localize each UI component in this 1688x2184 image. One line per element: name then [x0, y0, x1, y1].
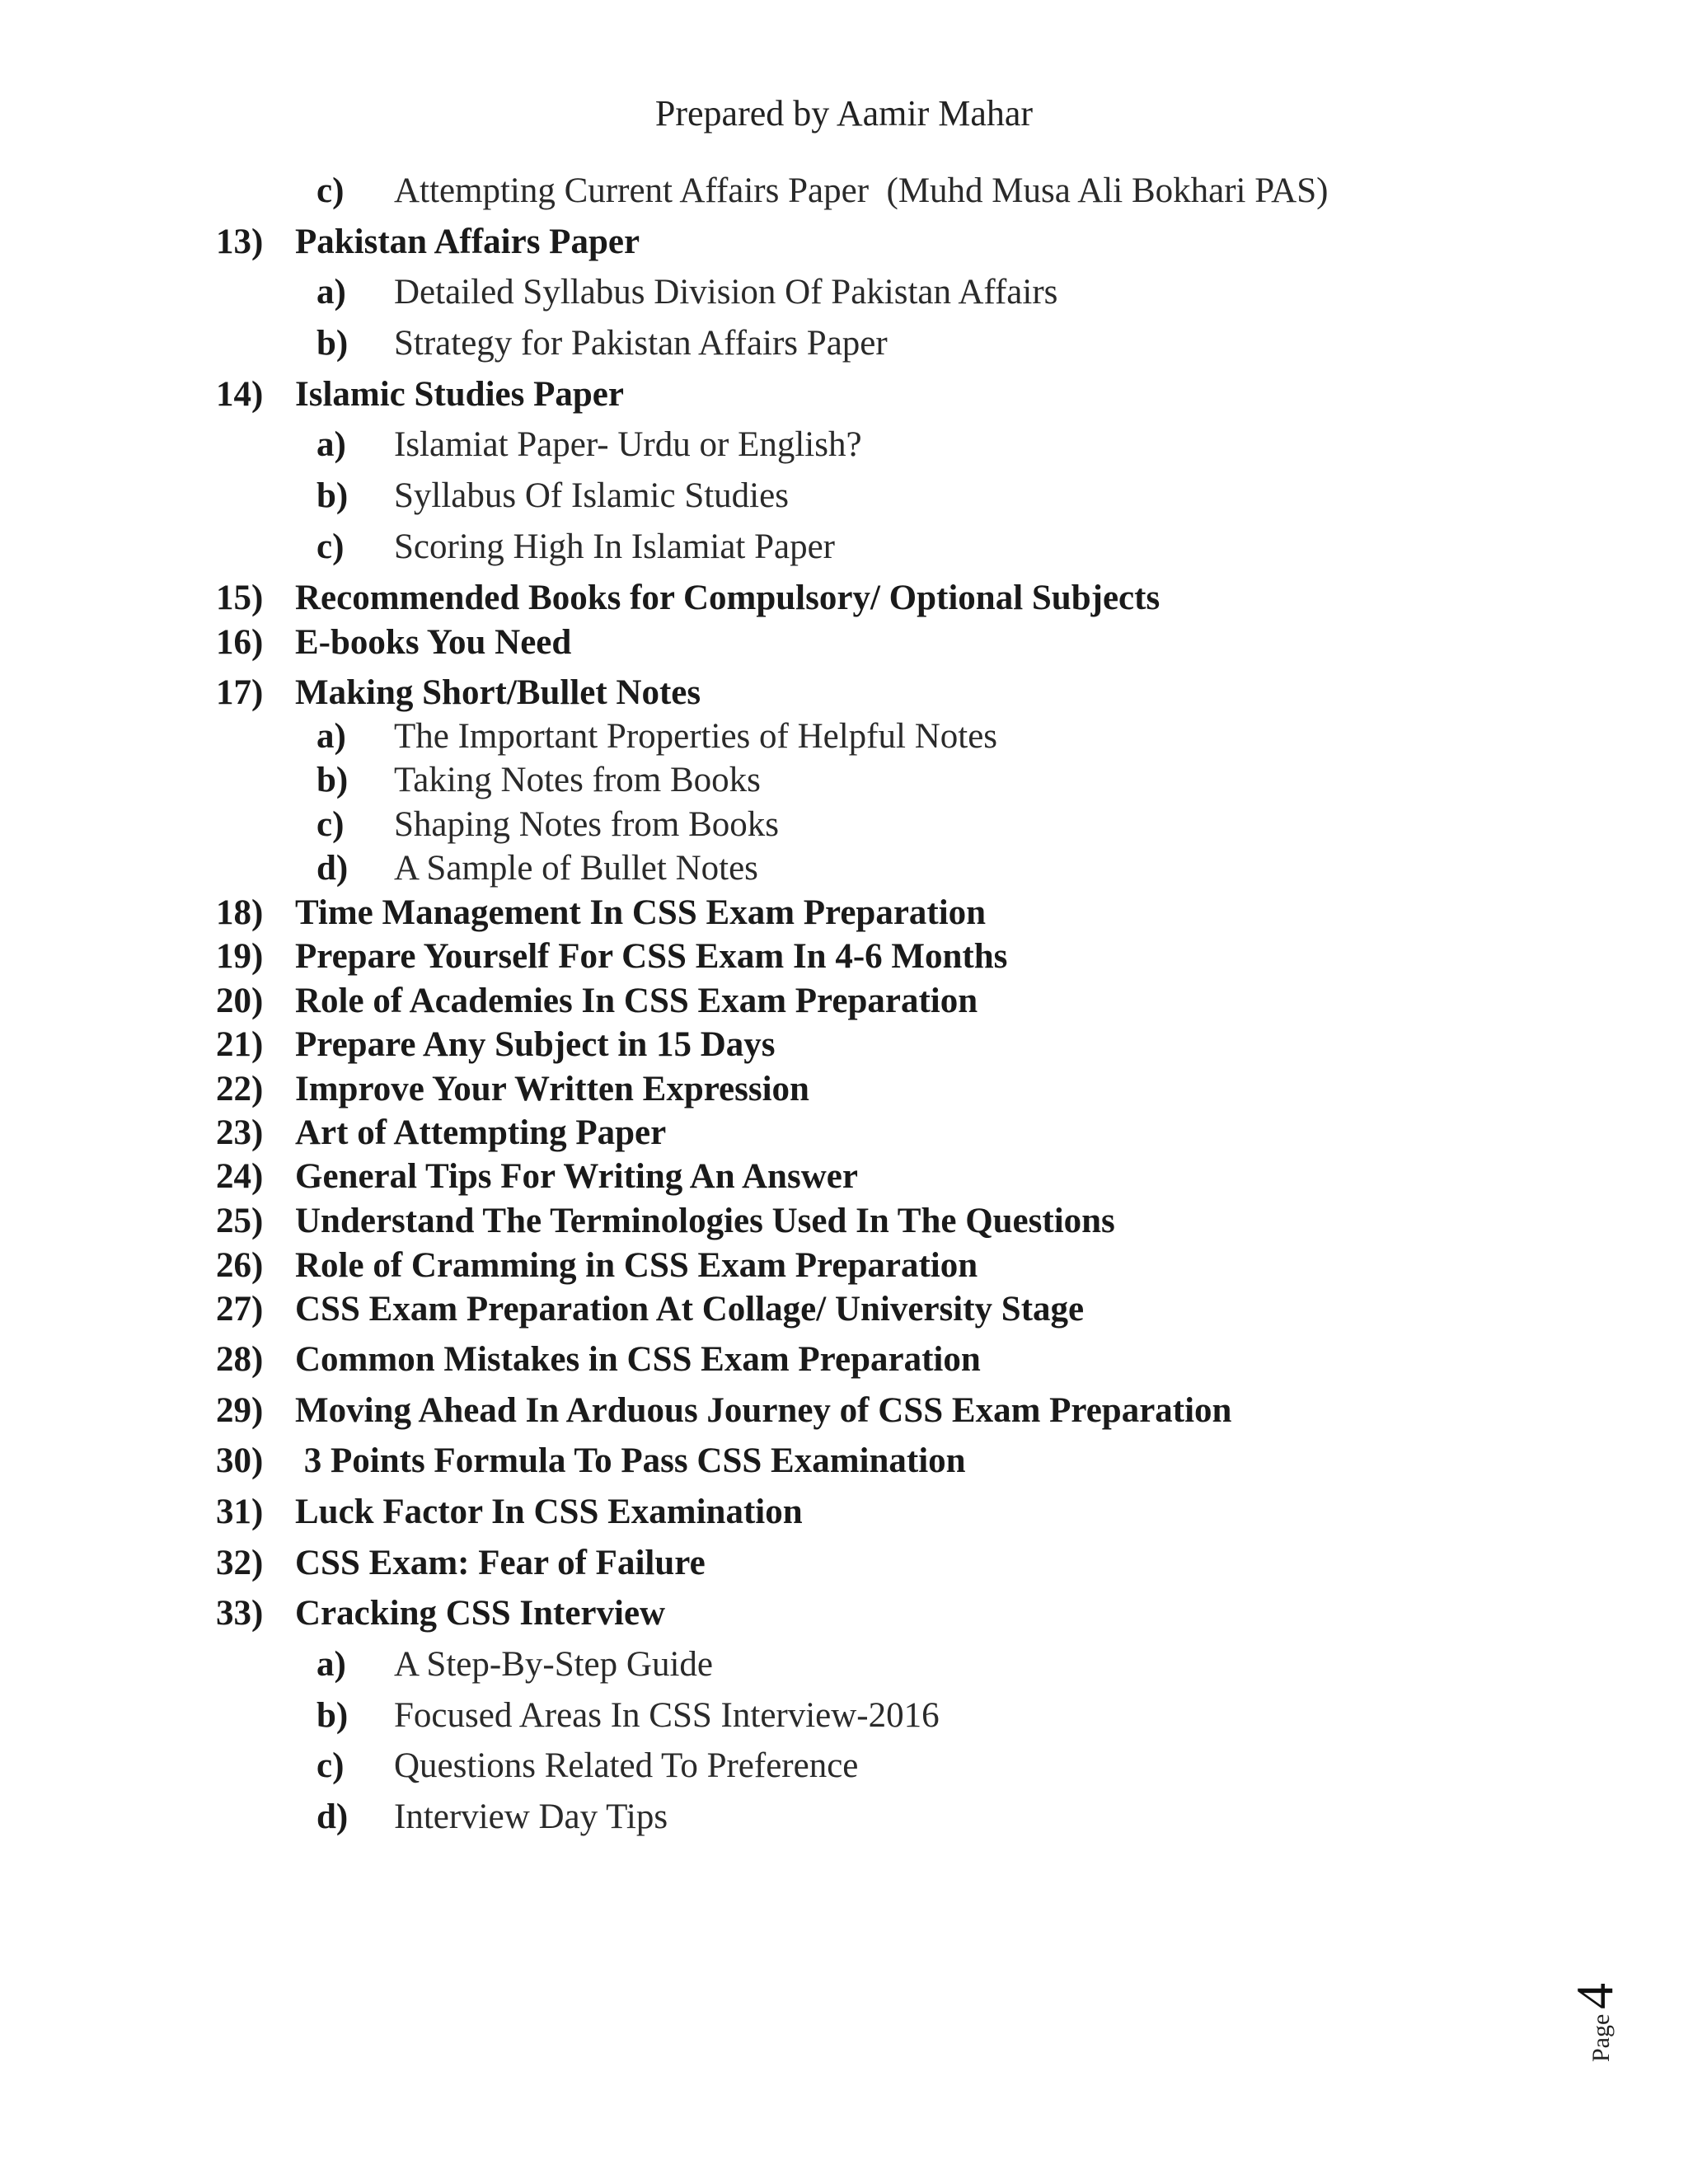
- toc-subitem-letter: a): [316, 1645, 346, 1684]
- toc-subitem-letter: c): [316, 171, 345, 210]
- toc-item-number: 23): [216, 1113, 264, 1152]
- toc-item-title: Cracking CSS Interview: [295, 1594, 666, 1633]
- toc-item-title: Moving Ahead In Arduous Journey of CSS Exam Preparation: [295, 1391, 1232, 1430]
- toc-subitem-title: Strategy for Pakistan Affairs Paper: [394, 324, 888, 363]
- toc-item-number: 15): [216, 579, 264, 617]
- toc-subitem-letter: c): [316, 527, 345, 566]
- toc-item-title: Pakistan Affairs Paper: [295, 223, 640, 261]
- toc-item-number: 33): [216, 1594, 264, 1633]
- toc-item-title: Improve Your Written Expression: [295, 1070, 809, 1108]
- toc-item-number: 25): [216, 1202, 264, 1240]
- toc-item-title: Recommended Books for Compulsory/ Optional Subjects: [295, 579, 1160, 617]
- toc-item-number: 27): [216, 1290, 264, 1329]
- toc-item-title: Islamic Studies Paper: [295, 375, 624, 414]
- toc-subitem-title: Syllabus Of Islamic Studies: [394, 476, 789, 515]
- toc-item-title: Prepare Any Subject in 15 Days: [295, 1025, 776, 1064]
- toc-item-title: E-books You Need: [295, 623, 572, 662]
- toc-item-number: 20): [216, 982, 264, 1020]
- toc-subitem-title: Detailed Syllabus Division Of Pakistan Affairs: [394, 273, 1058, 312]
- toc-subitem-letter: a): [316, 717, 346, 756]
- toc-subitem-title: Questions Related To Preference: [394, 1746, 859, 1785]
- toc-subitem-title: Taking Notes from Books: [394, 761, 761, 799]
- toc-subitem-title: Attempting Current Affairs Paper (Muhd Musa Ali Bokhari PAS): [394, 171, 1329, 210]
- page-number-marker: [1540, 1983, 1663, 2062]
- toc-item-number: 32): [216, 1544, 264, 1582]
- toc-subitem-title: Interview Day Tips: [394, 1797, 668, 1836]
- toc-item-number: 31): [216, 1493, 264, 1531]
- toc-subitem-title: Focused Areas In CSS Interview-2016: [394, 1696, 940, 1735]
- page-word: Page: [1587, 2013, 1615, 2062]
- toc-subitem-letter: a): [316, 425, 346, 464]
- toc-subitem-letter: b): [316, 761, 349, 799]
- toc-subitem-letter: c): [316, 1746, 345, 1785]
- toc-item-number: 29): [216, 1391, 264, 1430]
- toc-item-title: Understand The Terminologies Used In The Questions: [295, 1202, 1115, 1240]
- toc-subitem-title: The Important Properties of Helpful Notes: [394, 717, 998, 756]
- toc-item-number: 21): [216, 1025, 264, 1064]
- toc-subitem-title: Shaping Notes from Books: [394, 805, 780, 844]
- toc-subitem-letter: b): [316, 324, 349, 363]
- toc-item-number: 18): [216, 893, 264, 932]
- toc-item-title: Role of Academies In CSS Exam Preparation: [295, 982, 978, 1020]
- toc-item-number: 28): [216, 1340, 264, 1379]
- toc-item-number: 19): [216, 937, 264, 976]
- toc-item-title: Common Mistakes in CSS Exam Preparation: [295, 1340, 981, 1379]
- toc-item-title: 3 Points Formula To Pass CSS Examination: [295, 1441, 966, 1480]
- toc-item-number: 24): [216, 1157, 264, 1196]
- toc-item-number: 16): [216, 623, 264, 662]
- toc-item-number: 26): [216, 1246, 264, 1285]
- toc-item-title: Prepare Yourself For CSS Exam In 4-6 Months: [295, 937, 1008, 976]
- page-header: Prepared by Aamir Mahar: [654, 93, 1034, 134]
- toc-subitem-letter: c): [316, 805, 345, 844]
- toc-subitem-title: Islamiat Paper- Urdu or English?: [394, 425, 862, 464]
- toc-subitem-letter: a): [316, 273, 346, 312]
- toc-item-title: Luck Factor In CSS Examination: [295, 1493, 803, 1531]
- toc-subitem-letter: d): [316, 1797, 349, 1836]
- toc-subitem-letter: d): [316, 849, 349, 888]
- toc-subitem-letter: b): [316, 1696, 349, 1735]
- toc-subitem-title: A Step-By-Step Guide: [394, 1645, 713, 1684]
- toc-item-number: 22): [216, 1070, 264, 1108]
- toc-item-title: Art of Attempting Paper: [295, 1113, 667, 1152]
- toc-item-number: 30): [216, 1441, 264, 1480]
- toc-item-title: Role of Cramming in CSS Exam Preparation: [295, 1246, 978, 1285]
- toc-subitem-letter: b): [316, 476, 349, 515]
- toc-item-title: CSS Exam: Fear of Failure: [295, 1544, 706, 1582]
- toc-item-title: General Tips For Writing An Answer: [295, 1157, 858, 1196]
- toc-item-number: 14): [216, 375, 264, 414]
- toc-subitem-title: Scoring High In Islamiat Paper: [394, 527, 836, 566]
- toc-item-number: 17): [216, 673, 264, 712]
- toc-item-title: CSS Exam Preparation At Collage/ University Stage: [295, 1290, 1085, 1329]
- toc-item-title: Making Short/Bullet Notes: [295, 673, 701, 712]
- page-number: 4: [1565, 1983, 1624, 2009]
- toc-item-title: Time Management In CSS Exam Preparation: [295, 893, 987, 932]
- toc-subitem-title: A Sample of Bullet Notes: [394, 849, 758, 888]
- toc-item-number: 13): [216, 223, 264, 261]
